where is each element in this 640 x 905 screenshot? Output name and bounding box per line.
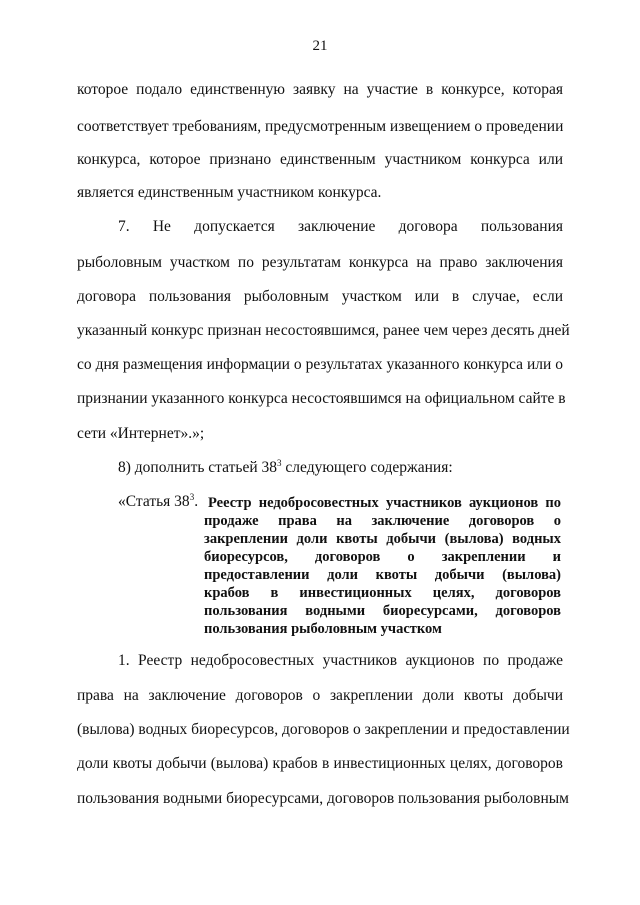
article-title-line: пользования рыболовным участком [204, 621, 442, 637]
superscript: 3 [277, 457, 282, 468]
article-title-line: биоресурсов, договоров о закреплении и [204, 549, 561, 565]
article-title-line: закреплении доли квоты добычи (вылова) водных [204, 531, 561, 547]
text-line: соответствует требованиям, предусмотренным извещением о проведении [77, 118, 564, 135]
article-title-line: пользования водными биоресурсами, договоров [204, 603, 561, 619]
text-line: является единственным участником конкурса. [77, 184, 382, 201]
article-label [118, 492, 198, 512]
article-label-text: . [194, 493, 199, 510]
page-number: 21 [312, 38, 328, 54]
text-line: указанный конкурс признан несостоявшимся, ранее чем через десять дней [77, 322, 570, 339]
text-line: доли квоты добычи (вылова) крабов в инвестиционных целях, договоров [77, 755, 563, 772]
text-line: рыболовным участком по результатам конкурса на право заключения [77, 254, 563, 271]
text-line: (вылова) водных биоресурсов, договоров о закреплении и предоставлении [77, 721, 570, 738]
article-label-text: «Статья 38 [118, 493, 190, 510]
article-title-line: крабов в инвестиционных целях, договоров [204, 585, 561, 601]
text-line: 1. Реестр недобросовестных участников аукционов по продаже [118, 652, 563, 669]
text-line: конкурса, которое признано единственным участником конкурса или [77, 151, 563, 168]
text-line: права на заключение договоров о закреплении доли квоты добычи [77, 687, 563, 704]
text-line: сети «Интернет».»; [77, 425, 205, 442]
article-title-line: Реестр недобросовестных участников аукционов по [208, 495, 561, 511]
text-line: которое подало единственную заявку на участие в конкурсе, которая [77, 81, 563, 98]
amendment-text: следующего содержания: [281, 459, 453, 476]
text-line: со дня размещения информации о результатах указанного конкурса или о [77, 356, 563, 373]
article-title-line: продаже права на заключение договоров о [204, 513, 561, 529]
superscript: 3 [189, 491, 195, 502]
amendment-line [118, 458, 563, 478]
text-line: пользования водными биоресурсами, договоров пользования рыболовным [77, 790, 569, 807]
text-line: 7. Не допускается заключение договора пользования [118, 218, 563, 235]
text-line: договора пользования рыболовным участком или в случае, если [77, 288, 563, 305]
article-title-line: предоставлении доли квоты добычи (вылова) [204, 567, 561, 583]
amendment-text: 8) дополнить статьей 38 [118, 459, 278, 476]
text-line: признании указанного конкурса несостоявшимся на официальном сайте в [77, 390, 566, 407]
